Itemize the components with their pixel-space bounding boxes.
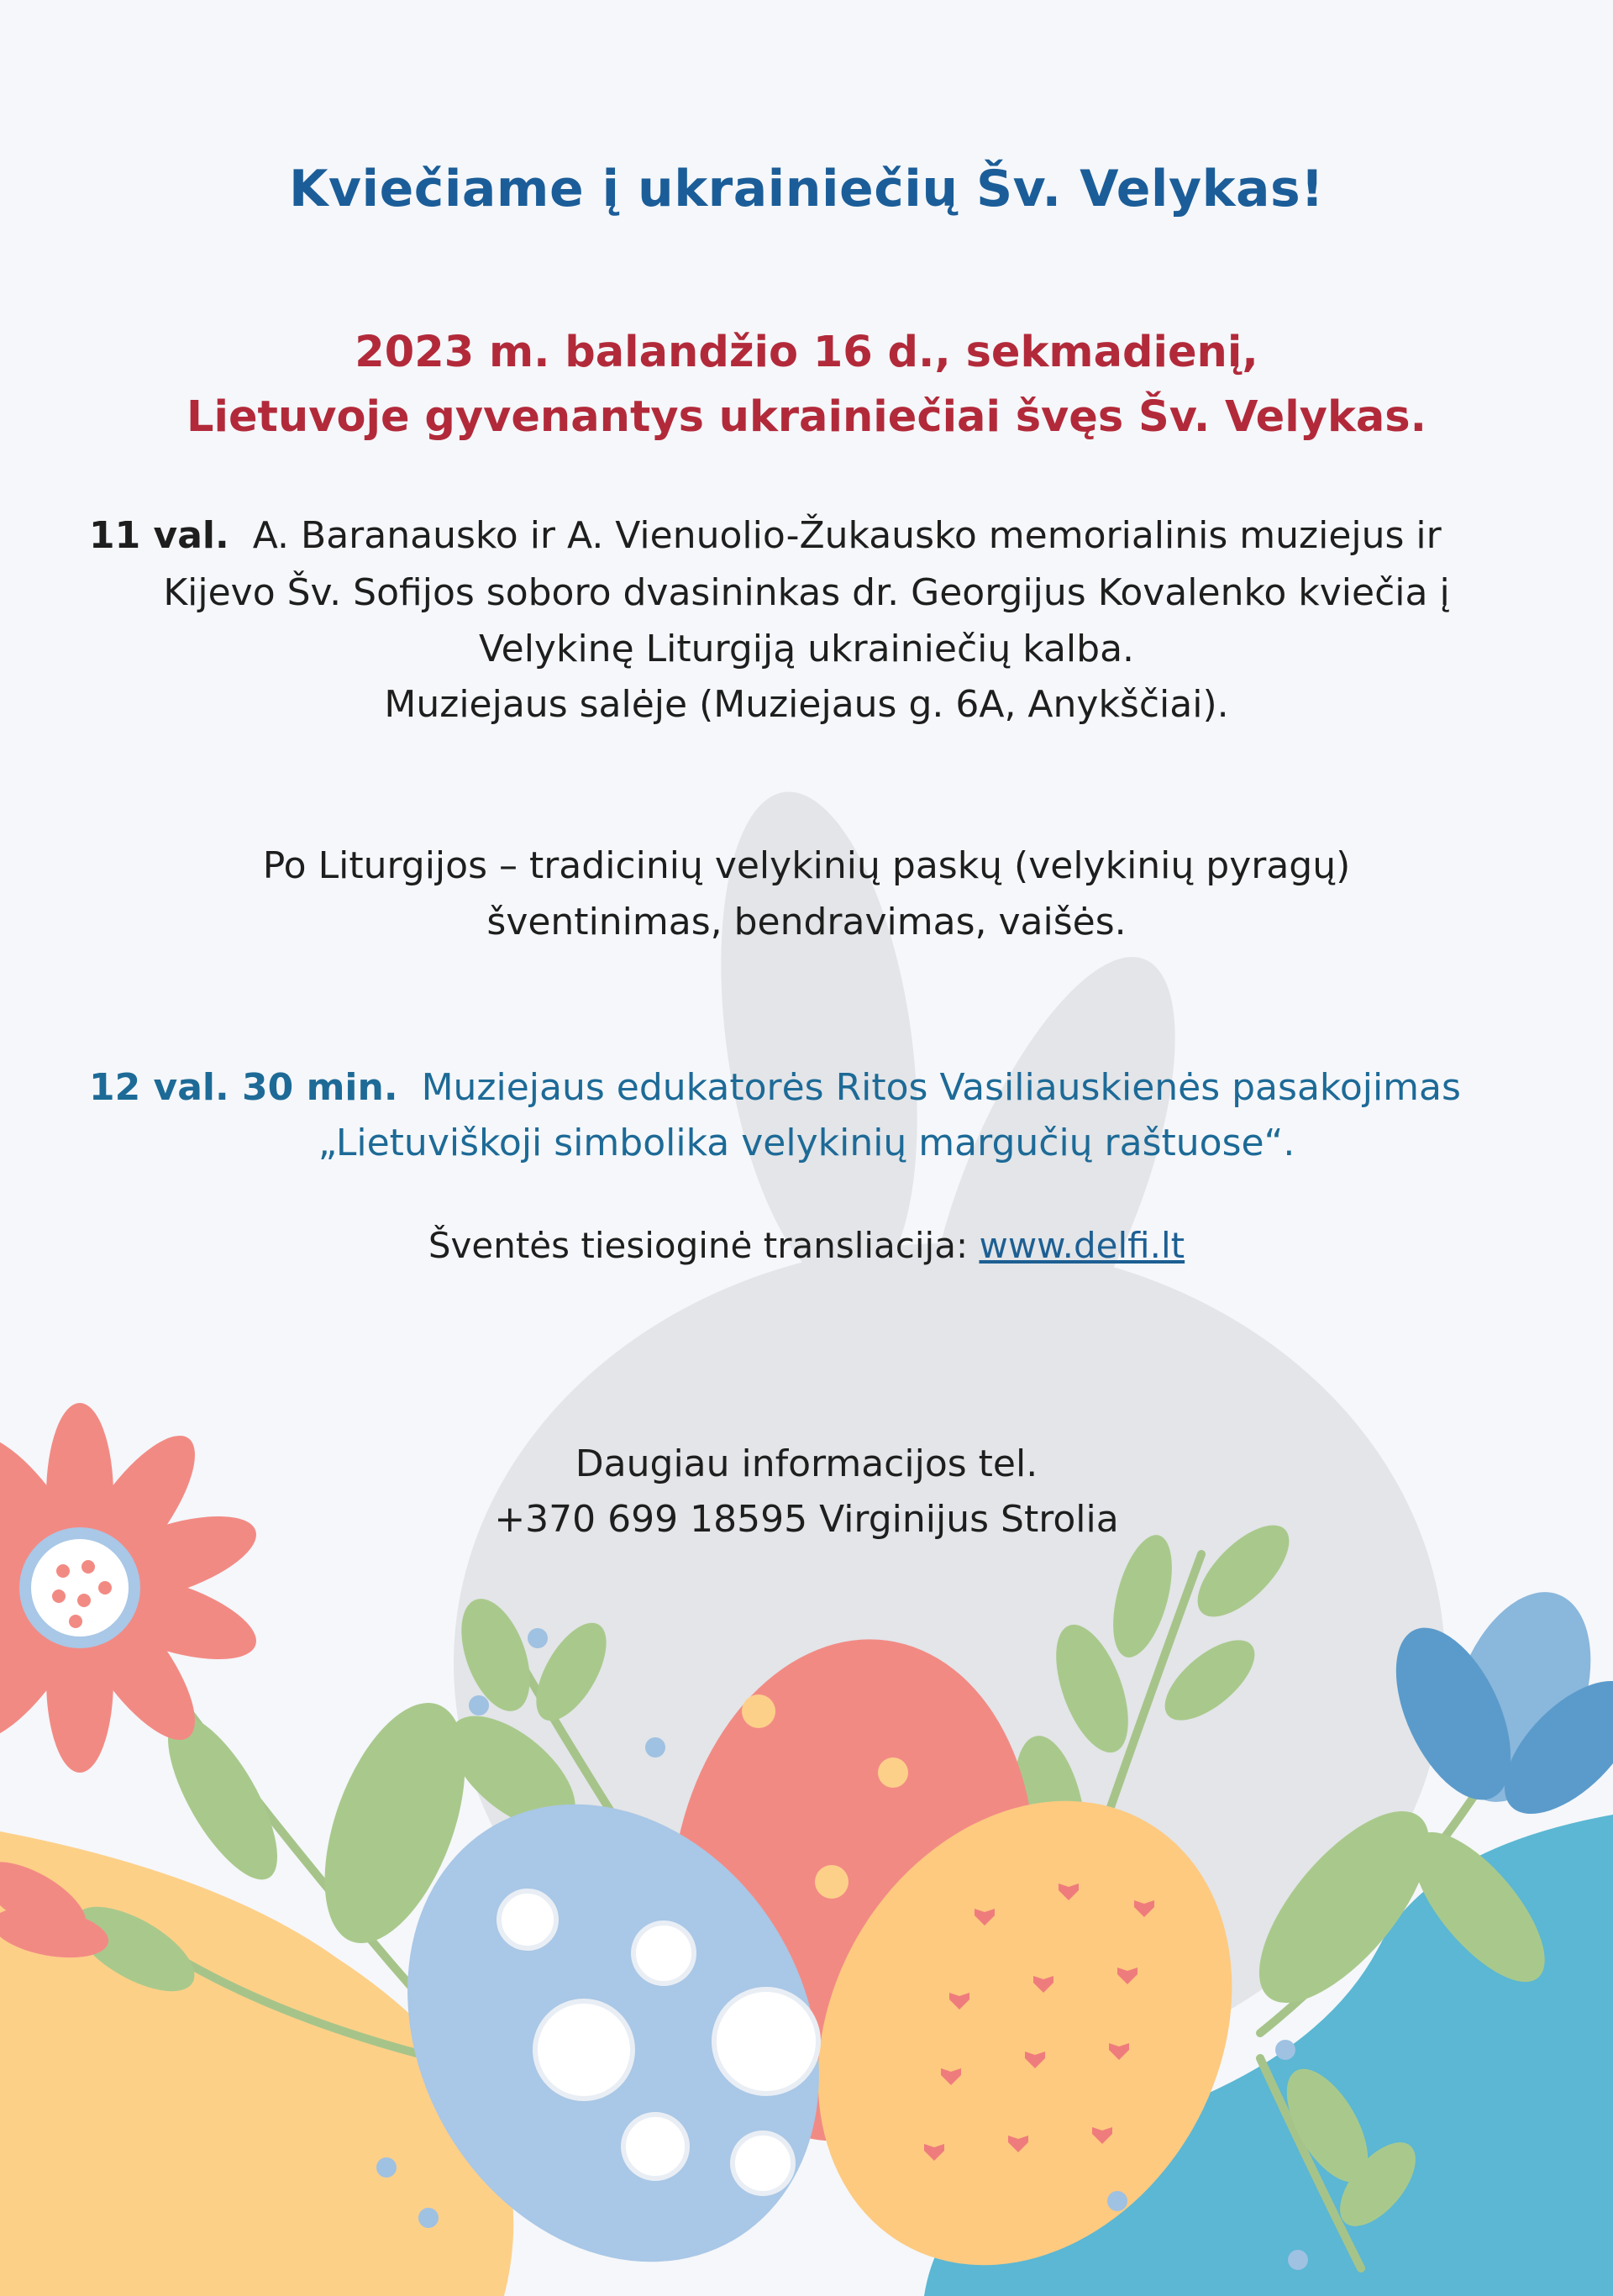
date-line-2: Lietuvoje gyvenantys ukrainiečiai švęs Šv. Velykas. [186,392,1427,442]
page-title: Kviečiame į ukrainiečių Šv. Velykas! [288,160,1325,218]
after-liturgy-line-2: šventinimas, bendravimas, vaišės. [486,901,1127,943]
event1-line-3: Velykinę Liturgiją ukrainiečių kalba. [478,628,1135,670]
after-liturgy-line-1: Po Liturgijos – tradicinių velykinių paskų (velykinių pyragų) [262,844,1351,887]
broadcast-line [0,1218,1613,1274]
info-line-1: Daugiau informacijos tel. [575,1442,1038,1485]
date-line-1: 2023 m. balandžio 16 d., sekmadienį, [355,328,1258,377]
event2-line-2: „Lietuviškoji simbolika velykinių margučių raštuose“. [318,1122,1295,1164]
event2-text-1: Muziejaus edukatorės Ritos Vasiliauskienės pasakojimas [421,1066,1461,1109]
broadcast-label: Šventės tiesioginė transliacija: [428,1225,969,1266]
event2-time: 12 val. 30 min. [89,1066,398,1109]
info-line-2: +370 699 18595 Virginijus Strolia [494,1498,1119,1541]
event1-time: 11 val. [89,514,229,557]
event1-line-2: Kijevo Šv. Sofijos soboro dvasininkas dr. Georgijus Kovalenko kviečia į [163,571,1450,614]
event1-line-1 [89,508,1442,564]
event1-text-1: A. Baranausko ir A. Vienuolio-Žukausko memorialinis muziejus ir [252,514,1442,557]
event1-line-4: Muziejaus salėje (Muziejaus g. 6A, Anykščiai). [384,683,1229,726]
event2-line-1 [89,1060,1461,1116]
broadcast-link[interactable]: www.delfi.lt [979,1225,1185,1266]
